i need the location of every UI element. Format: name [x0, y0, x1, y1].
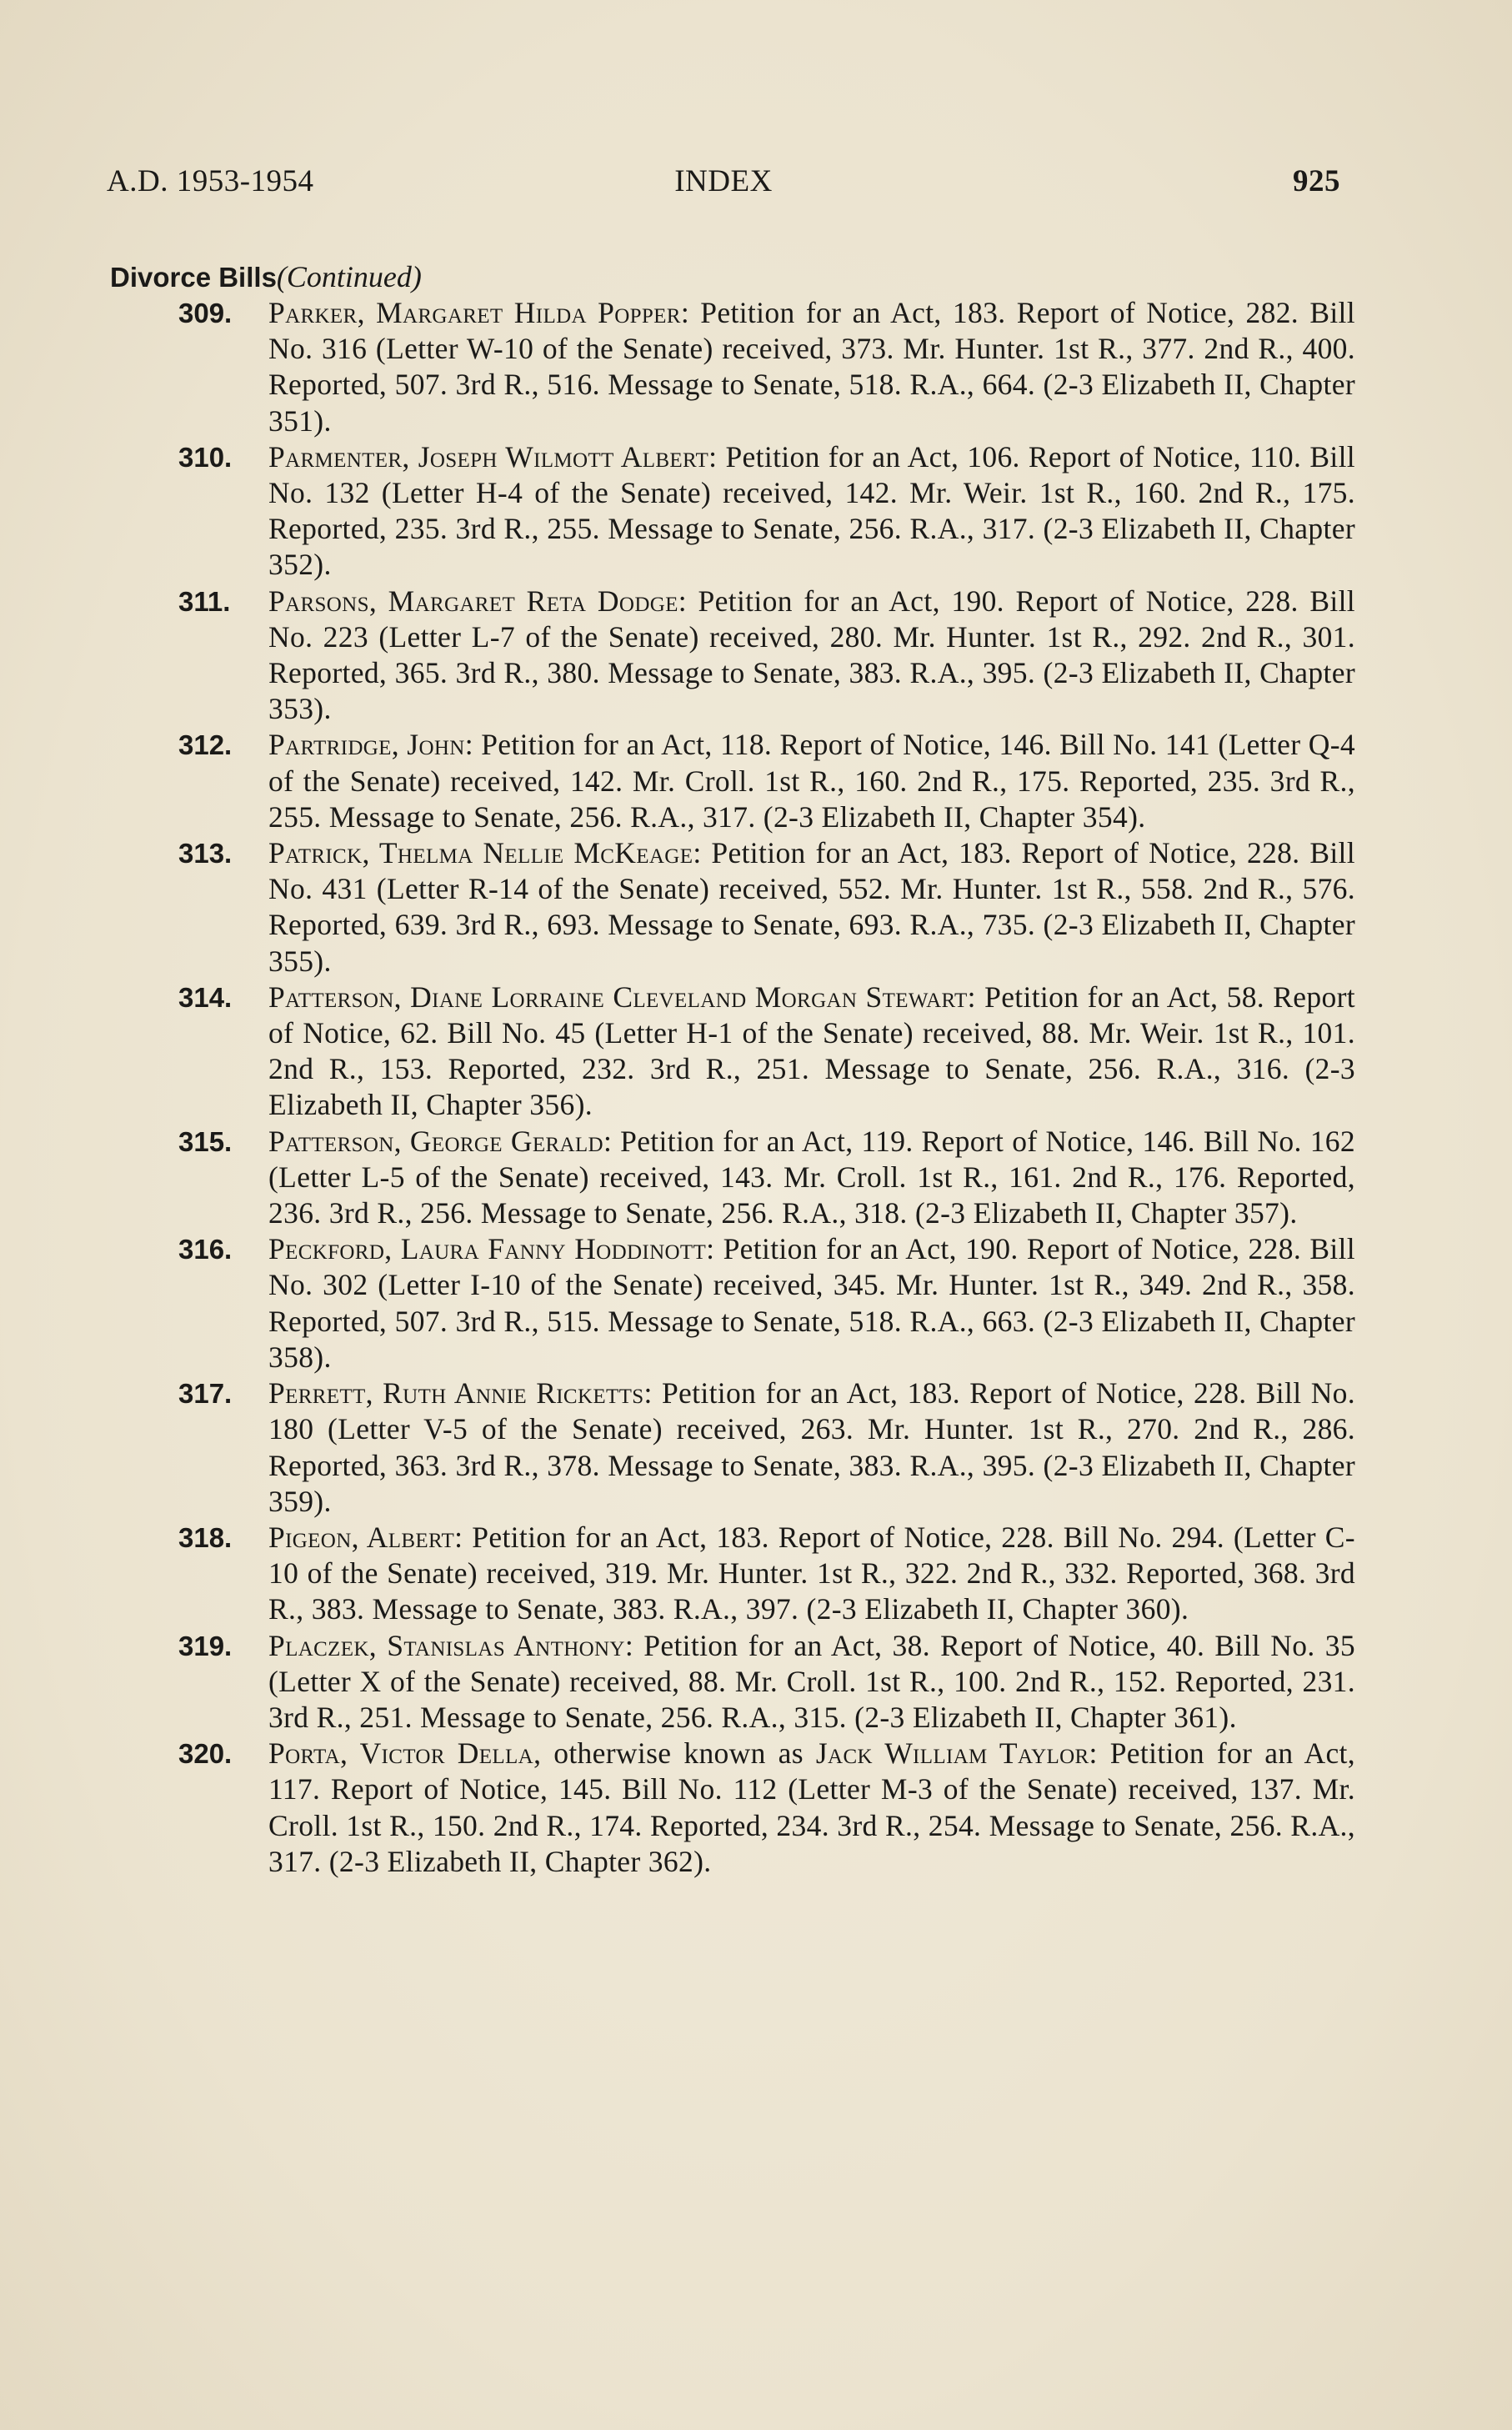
- entry-text: : Petition for an Act, 183. Report of Notice, 228. Bill No. 294. (Letter C-10 of the Senate) received, 319. Mr. Hunter. 1st R., 322. 2nd R., 332. Reported, 368. 3rd R., 383. Message to Senate, 383. R.A., 397. (2-3 Elizabeth II, Chapter 360).: [268, 1520, 1355, 1626]
- header-date-range: A.D. 1953-1954: [107, 164, 314, 198]
- entry-number: 320.: [178, 1738, 233, 1770]
- entry-name: Porta, Victor Della: [268, 1736, 534, 1771]
- section-title: Divorce Bills: [110, 262, 277, 293]
- header-title: INDEX: [674, 164, 773, 198]
- index-entry: [178, 295, 1355, 439]
- entry-name: Perrett, Ruth Annie Ricketts: [268, 1376, 644, 1410]
- entry-body: [268, 980, 1355, 1124]
- index-entry: [178, 727, 1355, 835]
- entry-body: [268, 439, 1355, 584]
- entry-body: [268, 1736, 1355, 1880]
- entry-name: Pigeon, Albert: [268, 1520, 455, 1554]
- entry-list: [178, 295, 1355, 1880]
- index-entry: [178, 1375, 1355, 1520]
- entry-name: Patterson, Diane Lorraine Cleveland Morgan Stewart: [268, 980, 968, 1014]
- index-entry: [178, 1520, 1355, 1628]
- entry-body: [268, 1231, 1355, 1375]
- section-heading: [110, 259, 422, 294]
- entry-body: [268, 1124, 1355, 1232]
- entry-body: [268, 1375, 1355, 1520]
- entry-number: 316.: [178, 1234, 233, 1265]
- entry-text: : Petition for an Act, 119. Report of Notice, 146. Bill No. 162 (Letter L-5 of the Senate) received, 143. Mr. Croll. 1st R., 161. 2nd R., 176. Reported, 236. 3rd R., 256. Message to Senate, 256. R.A., 318. (2-3 Elizabeth II, Chapter 357).: [268, 1124, 1355, 1230]
- index-entry: [178, 1736, 1355, 1880]
- entry-body: [268, 584, 1355, 728]
- entry-name: Parsons, Margaret Reta Dodge: [268, 584, 678, 618]
- entry-number: 314.: [178, 981, 233, 1013]
- entry-number: 315.: [178, 1125, 233, 1157]
- entry-text: : Petition for an Act, 58. Report of Notice, 62. Bill No. 45 (Letter H-1 of the Senate) received, 88. Mr. Weir. 1st R., 101. 2nd R., 153. Reported, 232. 3rd R., 251. Message to Senate, 256. R.A., 316. (2-3 Elizabeth II, Chapter 356).: [268, 980, 1355, 1122]
- entry-text: : Petition for an Act, 183. Report of Notice, 228. Bill No. 431 (Letter R-14 of the Senate) received, 552. Mr. Hunter. 1st R., 558. 2nd R., 576. Reported, 639. 3rd R., 693. Message to Senate, 693. R.A., 735. (2-3 Elizabeth II, Chapter 355).: [268, 836, 1355, 978]
- entry-name: Parmenter, Joseph Wilmott Albert: [268, 439, 709, 473]
- entry-text: : Petition for an Act, 118. Report of Notice, 146. Bill No. 141 (Letter Q-4 of the Senate) received, 142. Mr. Croll. 1st R., 160. 2nd R., 175. Reported, 235. 3rd R., 255. Message to Senate, 256. R.A., 317. (2-3 Elizabeth II, Chapter 354).: [268, 728, 1355, 834]
- entry-text: : Petition for an Act, 117. Report of Notice, 145. Bill No. 112 (Letter M-3 of the Senate) received, 137. Mr. Croll. 1st R., 150. 2nd R., 174. Reported, 234. 3rd R., 254. Message to Senate, 256. R.A., 317. (2-3 Elizabeth II, Chapter 362).: [268, 1736, 1355, 1878]
- entry-name: Patrick, Thelma Nellie McKeage: [268, 836, 693, 870]
- entry-name: Patterson, George Gerald: [268, 1124, 603, 1158]
- entry-body: [268, 1628, 1355, 1736]
- index-entry: [178, 584, 1355, 728]
- entry-text: : Petition for an Act, 183. Report of Notice, 228. Bill No. 180 (Letter V-5 of the Senate) received, 263. Mr. Hunter. 1st R., 270. 2nd R., 286. Reported, 363. 3rd R., 378. Message to Senate, 383. R.A., 395. (2-3 Elizabeth II, Chapter 359).: [268, 1376, 1355, 1518]
- entry-text: : Petition for an Act, 183. Report of Notice, 282. Bill No. 316 (Letter W-10 of the Senate) received, 373. Mr. Hunter. 1st R., 377. 2nd R., 400. Reported, 507. 3rd R., 516. Message to Senate, 518. R.A., 664. (2-3 Elizabeth II, Chapter 351).: [268, 296, 1355, 438]
- running-header: [107, 163, 1340, 200]
- entry-text: : Petition for an Act, 38. Report of Notice, 40. Bill No. 35 (Letter X of the Senate) received, 88. Mr. Croll. 1st R., 100. 2nd R., 152. Reported, 231. 3rd R., 251. Message to Senate, 256. R.A., 315. (2-3 Elizabeth II, Chapter 361).: [268, 1628, 1355, 1734]
- entry-number: 313.: [178, 838, 233, 869]
- index-entry: [178, 1124, 1355, 1232]
- entry-alias: Jack William Taylor: [815, 1736, 1089, 1771]
- entry-number: 319.: [178, 1630, 233, 1661]
- entry-number: 310.: [178, 441, 233, 473]
- entry-text: : Petition for an Act, 190. Report of Notice, 228. Bill No. 302 (Letter I-10 of the Senate) received, 345. Mr. Hunter. 1st R., 349. 2nd R., 358. Reported, 507. 3rd R., 515. Message to Senate, 518. R.A., 663. (2-3 Elizabeth II, Chapter 358).: [268, 1232, 1355, 1374]
- entry-name: Peckford, Laura Fanny Hoddinott: [268, 1232, 707, 1266]
- entry-number: 318.: [178, 1521, 233, 1553]
- entry-number: 311.: [178, 585, 231, 617]
- section-continued: (Continued): [276, 260, 422, 293]
- index-entry: [178, 980, 1355, 1124]
- entry-body: [268, 835, 1355, 980]
- index-entry: [178, 1628, 1355, 1736]
- entry-number: 317.: [178, 1378, 233, 1410]
- entry-number: 312.: [178, 729, 233, 761]
- entry-text: : Petition for an Act, 190. Report of Notice, 228. Bill No. 223 (Letter L-7 of the Senate) received, 280. Mr. Hunter. 1st R., 292. 2nd R., 301. Reported, 365. 3rd R., 380. Message to Senate, 383. R.A., 395. (2-3 Elizabeth II, Chapter 353).: [268, 584, 1355, 726]
- entry-body: [268, 727, 1355, 835]
- page-number: 925: [1293, 164, 1340, 198]
- index-entry: [178, 439, 1355, 584]
- entry-text: : Petition for an Act, 106. Report of Notice, 110. Bill No. 132 (Letter H-4 of the Senate) received, 142. Mr. Weir. 1st R., 160. 2nd R., 175. Reported, 235. 3rd R., 255. Message to Senate, 256. R.A., 317. (2-3 Elizabeth II, Chapter 352).: [268, 439, 1356, 582]
- index-entry: [178, 835, 1355, 980]
- index-entry: [178, 1231, 1355, 1375]
- entry-name: Parker, Margaret Hilda Popper: [268, 296, 681, 329]
- entry-body: [268, 1520, 1355, 1628]
- entry-body: [268, 295, 1355, 439]
- entry-name: Partridge, John: [268, 728, 465, 762]
- entry-number: 309.: [178, 298, 233, 328]
- entry-connector: , otherwise known as: [533, 1736, 816, 1771]
- entry-name: Placzek, Stanislas Anthony: [268, 1628, 625, 1662]
